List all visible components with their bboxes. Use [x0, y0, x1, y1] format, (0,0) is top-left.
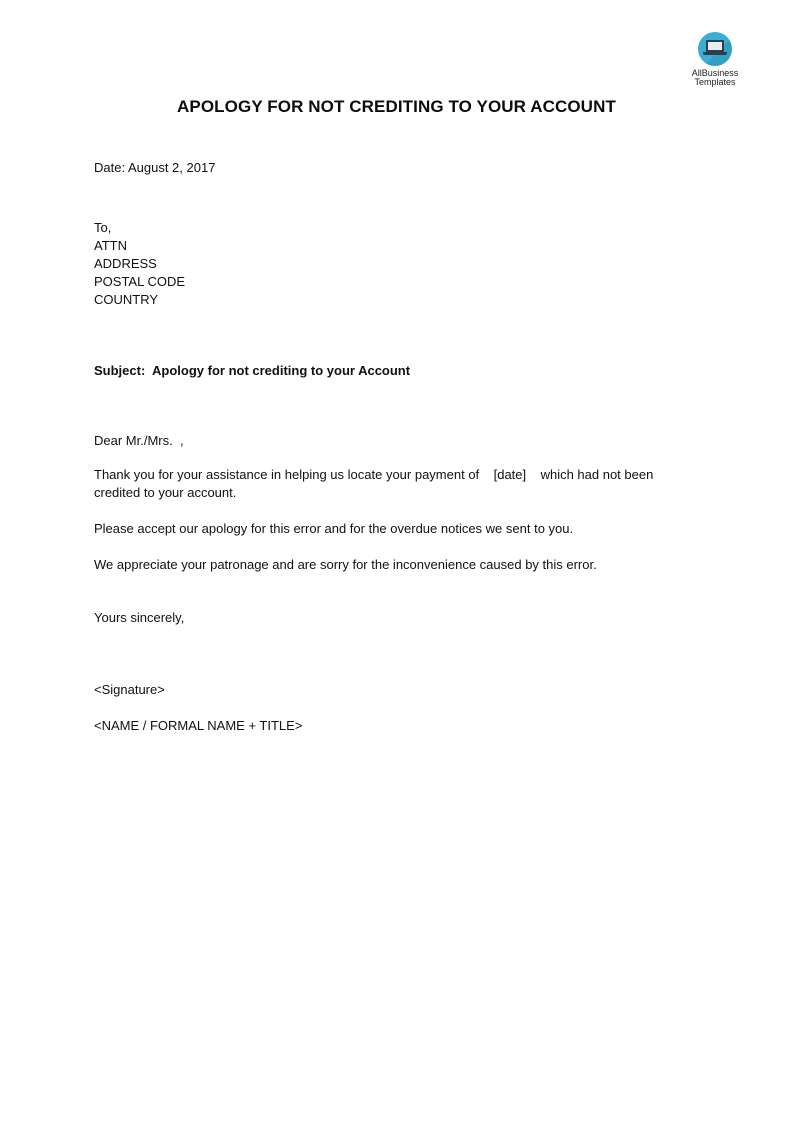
letter-subject: Subject: Apology for not crediting to your Account — [94, 363, 411, 378]
recipient-address: ADDRESS — [94, 256, 157, 271]
allbusiness-templates-logo — [686, 32, 744, 87]
body-paragraph-1-line-2: credited to your account. — [94, 485, 237, 500]
signature-placeholder: <Signature> — [94, 682, 165, 697]
recipient-postal-code: POSTAL CODE — [94, 274, 186, 289]
recipient-attn: ATTN — [94, 238, 127, 253]
letter-date: Date: August 2, 2017 — [94, 160, 216, 175]
recipient-to: To, — [94, 220, 112, 235]
body-paragraph-1-line-1: Thank you for your assistance in helping us locate your payment of [date] which had not been — [94, 467, 654, 482]
body-paragraph-2: Please accept our apology for this error and for the overdue notices we sent to you. — [94, 521, 574, 536]
logo-text-line2: Templates — [694, 77, 736, 87]
salutation: Dear Mr./Mrs. , — [94, 433, 184, 448]
document-title: APOLOGY FOR NOT CREDITING TO YOUR ACCOUNT — [177, 97, 616, 116]
recipient-country: COUNTRY — [94, 292, 159, 307]
logo-text-line1: AllBusiness — [691, 68, 739, 78]
body-paragraph-3: We appreciate your patronage and are sorry for the inconvenience caused by this error. — [94, 557, 597, 572]
laptop-icon — [698, 32, 732, 66]
closing: Yours sincerely, — [94, 610, 185, 625]
name-title-placeholder: <NAME / FORMAL NAME + TITLE> — [94, 718, 303, 733]
